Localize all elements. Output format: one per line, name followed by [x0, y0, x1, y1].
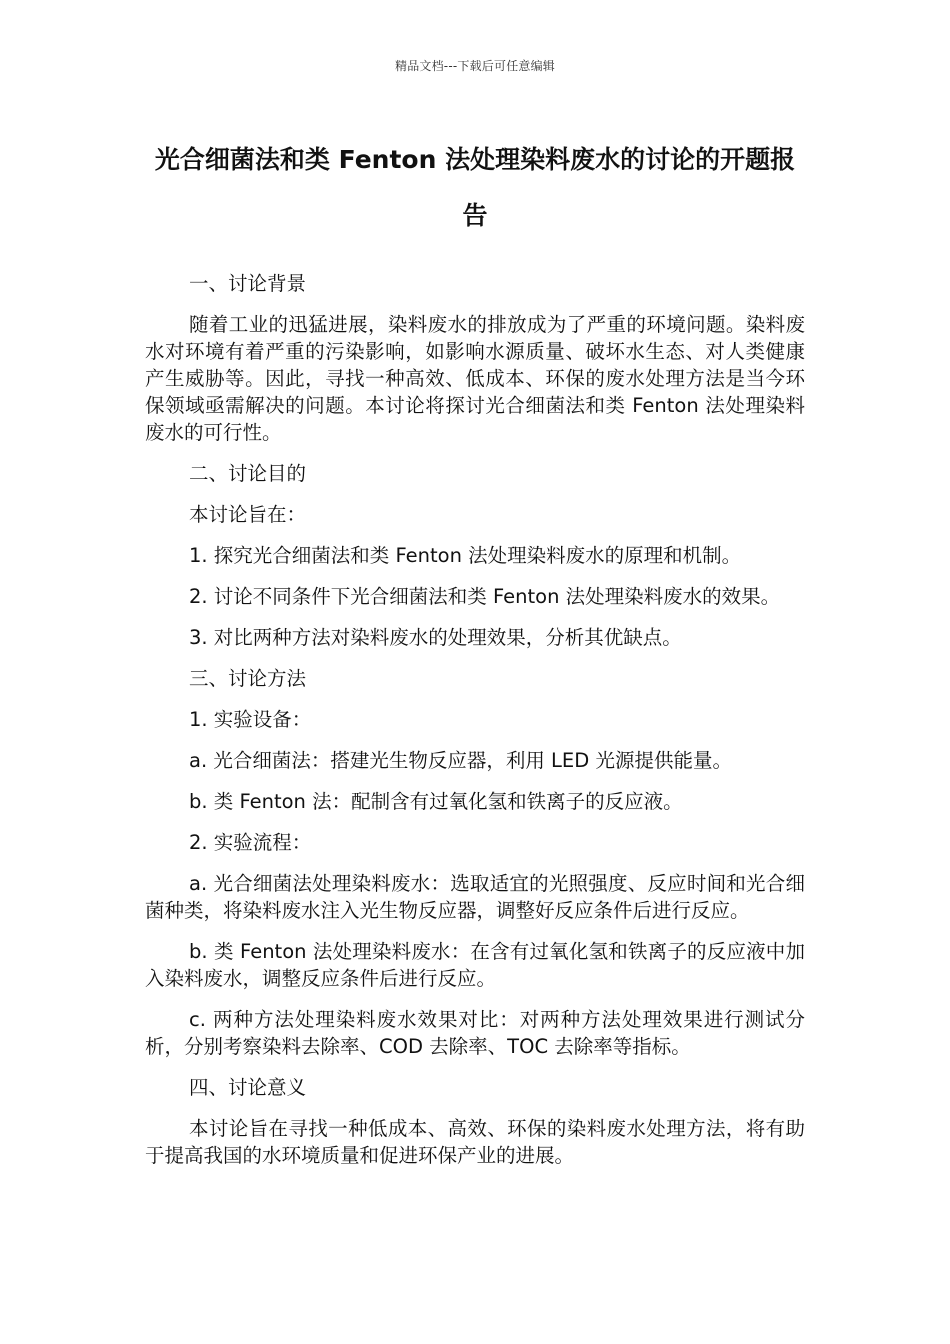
purpose-item-1: 1. 探究光合细菌法和类 Fenton 法处理染料废水的原理和机制。: [189, 544, 742, 567]
methods-process-b: b. 类 Fenton 法处理染料废水：在含有过氧化氢和铁离子的反应液中加入染料废水，调整反应条件后进行反应。: [145, 940, 805, 990]
purpose-item-2: 2. 讨论不同条件下光合细菌法和类 Fenton 法处理染料废水的效果。: [189, 585, 781, 608]
methods-process-c: c. 两种方法处理染料废水效果对比：对两种方法处理效果进行测试分析，分别考察染料去除率、COD 去除率、TOC 去除率等指标。: [145, 1008, 805, 1058]
section-heading-background: 一、讨论背景: [189, 272, 307, 295]
methods-process-heading: 2. 实验流程：: [189, 831, 312, 854]
purpose-item-3: 3. 对比两种方法对染料废水的处理效果，分析其优缺点。: [189, 626, 682, 649]
methods-process-a: a. 光合细菌法处理染料废水：选取适宜的光照强度、反应时间和光合细菌种类，将染料废水注入光生物反应器，调整好反应条件后进行反应。: [145, 872, 805, 922]
section-heading-significance: 四、讨论意义: [189, 1076, 307, 1099]
methods-equipment-b: b. 类 Fenton 法：配制含有过氧化氢和铁离子的反应液。: [189, 790, 683, 813]
methods-equipment-a: a. 光合细菌法：搭建光生物反应器，利用 LED 光源提供能量。: [189, 749, 732, 772]
paragraph-background: 随着工业的迅猛进展，染料废水的排放成为了严重的环境问题。染料废水对环境有着严重的污染影响，如影响水源质量、破坏水生态、对人类健康产生威胁等。因此，寻找一种高效、低成本、环保的废水处理方法是当今环保领域亟需解决的问题。本讨论将探讨光合细菌法和类 Fenton 法处理染料废水的可行性。: [145, 313, 805, 444]
methods-equipment-heading: 1. 实验设备：: [189, 708, 312, 731]
document-title: 光合细菌法和类 Fenton 法处理染料废水的讨论的开题报告: [154, 145, 796, 230]
paragraph-significance: 本讨论旨在寻找一种低成本、高效、环保的染料废水处理方法，将有助于提高我国的水环境质量和促进环保产业的进展。: [145, 1117, 805, 1167]
section-heading-purpose: 二、讨论目的: [189, 462, 307, 485]
purpose-intro: 本讨论旨在：: [189, 503, 307, 526]
page-header-note: 精品文档---下载后可任意编辑: [395, 59, 555, 73]
section-heading-methods: 三、讨论方法: [189, 667, 307, 690]
document-body: [145, 270, 805, 1183]
